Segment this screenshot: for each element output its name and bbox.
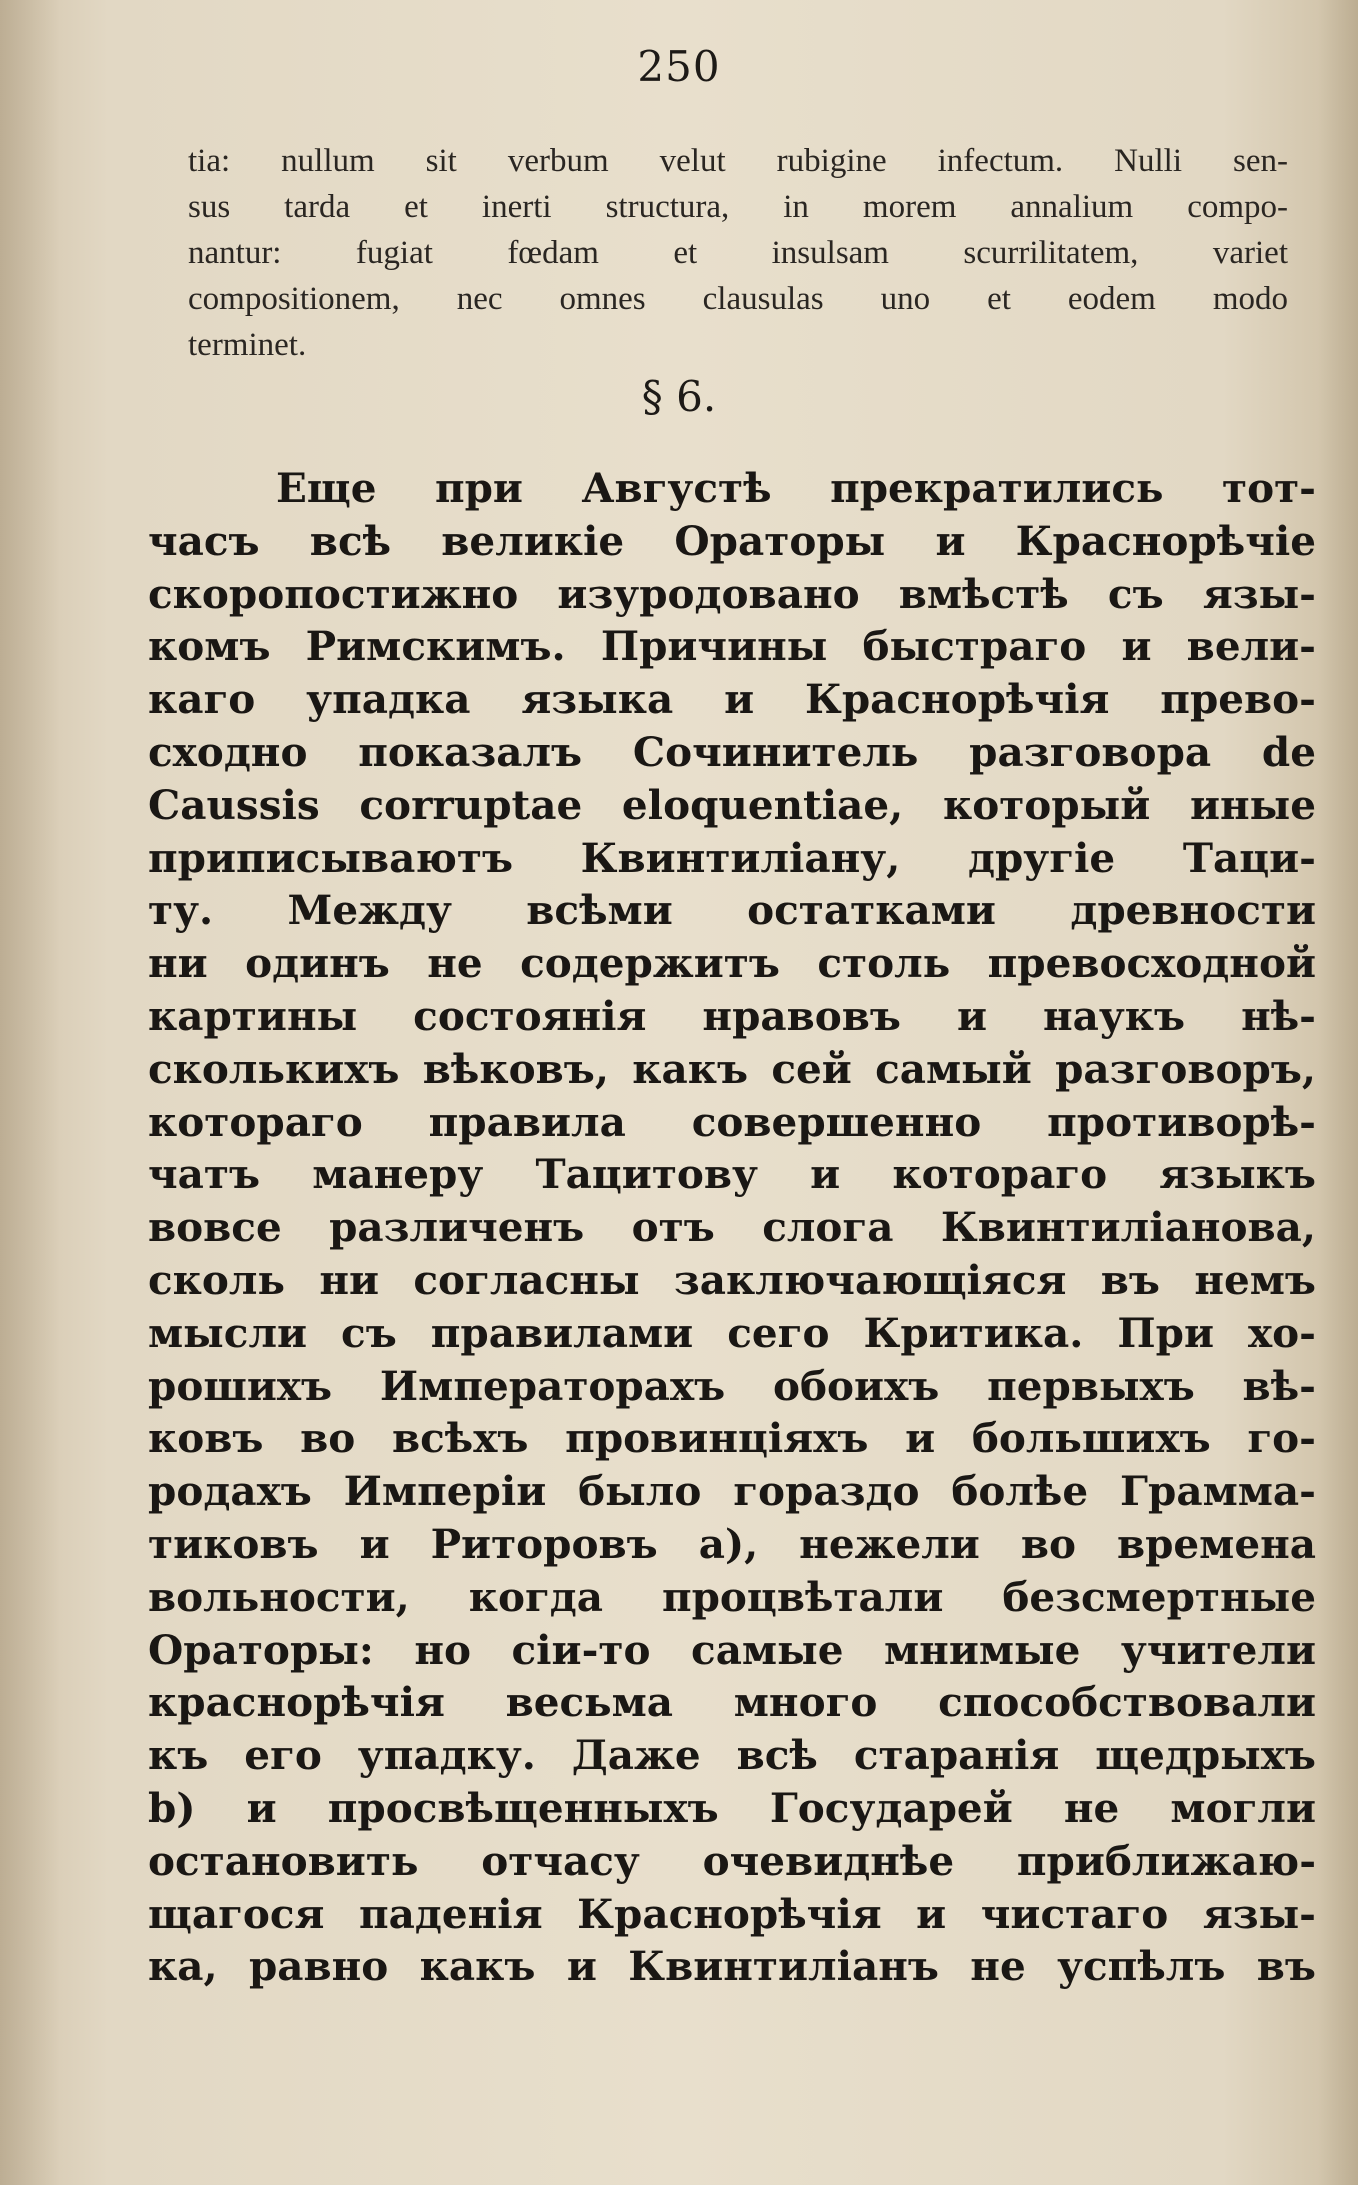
paragraph-line: ту. Между всѣми остатками древности — [148, 886, 1316, 935]
latin-line: sus tarda et inerti structura, in morem annalium compo- — [188, 189, 1288, 225]
paragraph-line: каго упадка языка и Краснорѣчія прево- — [148, 675, 1316, 724]
latin-paragraph — [188, 138, 1288, 368]
paragraph-line: Ораторы: но сіи-то самые мнимые учители — [148, 1625, 1316, 1674]
paragraph-line: краснорѣчія весьма много способствовали — [148, 1678, 1316, 1727]
latin-line: compositionem, nec omnes clausulas uno et eodem modo — [188, 281, 1288, 317]
paragraph-line: ни одинъ не содержитъ столь превосходной — [148, 939, 1316, 988]
paragraph-line: комъ Римскимъ. Причины быстраго и вели- — [148, 622, 1316, 671]
paragraph-line: къ его упадку. Даже всѣ старанія щедрыхъ — [148, 1731, 1316, 1780]
paragraph-line: чатъ манеру Тацитову и котораго языкъ — [148, 1150, 1316, 1199]
paragraph-line: сходно показалъ Сочинитель разговора de — [148, 727, 1316, 776]
paragraph-line: ка, равно какъ и Квинтиліанъ не успѣлъ въ — [148, 1942, 1316, 1991]
paragraph-line: ковъ во всѣхъ провинціяхъ и большихъ го- — [148, 1414, 1316, 1463]
paragraph-line: тиковъ и Риторовъ a), нежели во времена — [148, 1519, 1316, 1568]
paragraph-line: мысли съ правилами сего Критика. При хо- — [148, 1308, 1316, 1357]
paragraph-line: сколь ни согласны заключающіяся въ немъ — [148, 1255, 1316, 1304]
paragraph-line: приписываютъ Квинтиліану, другіе Таци- — [148, 833, 1316, 882]
spine-shadow — [0, 0, 60, 2185]
paragraph-line: Еще при Августѣ прекратились тот- — [276, 464, 1316, 512]
main-paragraph — [148, 462, 1316, 1993]
paragraph-line: вовсе различенъ отъ слога Квинтиліанова, — [148, 1203, 1316, 1252]
paragraph-line: часъ всѣ великіе Ораторы и Краснорѣчіе — [148, 516, 1316, 565]
paragraph-line: родахъ Имперіи было гораздо болѣе Грамма- — [148, 1467, 1316, 1516]
paragraph-line: Caussis corruptae eloquentiae, который иные — [148, 780, 1316, 829]
page-edge-shadow — [1318, 0, 1358, 2185]
paragraph-line: рошихъ Императорахъ обоихъ первыхъ вѣ- — [148, 1361, 1316, 1410]
paragraph-line: остановить отчасу очевиднѣе приближаю- — [148, 1836, 1316, 1885]
paragraph-line: b) и просвѣщенныхъ Государей не могли — [148, 1783, 1316, 1832]
latin-line: tia: nullum sit verbum velut rubigine infectum. Nulli sen- — [188, 143, 1288, 179]
page-number: 250 — [637, 42, 721, 91]
latin-line: terminet. — [188, 327, 307, 363]
paragraph-line: котораго правила совершенно противорѣ- — [148, 1097, 1316, 1146]
paragraph-line: картины состоянія нравовъ и наукъ нѣ- — [148, 991, 1316, 1040]
latin-line: nantur: fugiat fœdam et insulsam scurrilitatem, variet — [188, 235, 1288, 271]
paragraph-line: скоропостижно изуродовано вмѣстѣ съ язы- — [148, 569, 1316, 618]
section-heading: § 6. — [641, 372, 717, 421]
paragraph-line: щагося паденія Краснорѣчія и чистаго язы- — [148, 1889, 1316, 1938]
paragraph-line: вольности, когда процвѣтали безсмертные — [148, 1572, 1316, 1621]
paragraph-line: сколькихъ вѣковъ, какъ сей самый разговоръ, — [148, 1044, 1316, 1093]
